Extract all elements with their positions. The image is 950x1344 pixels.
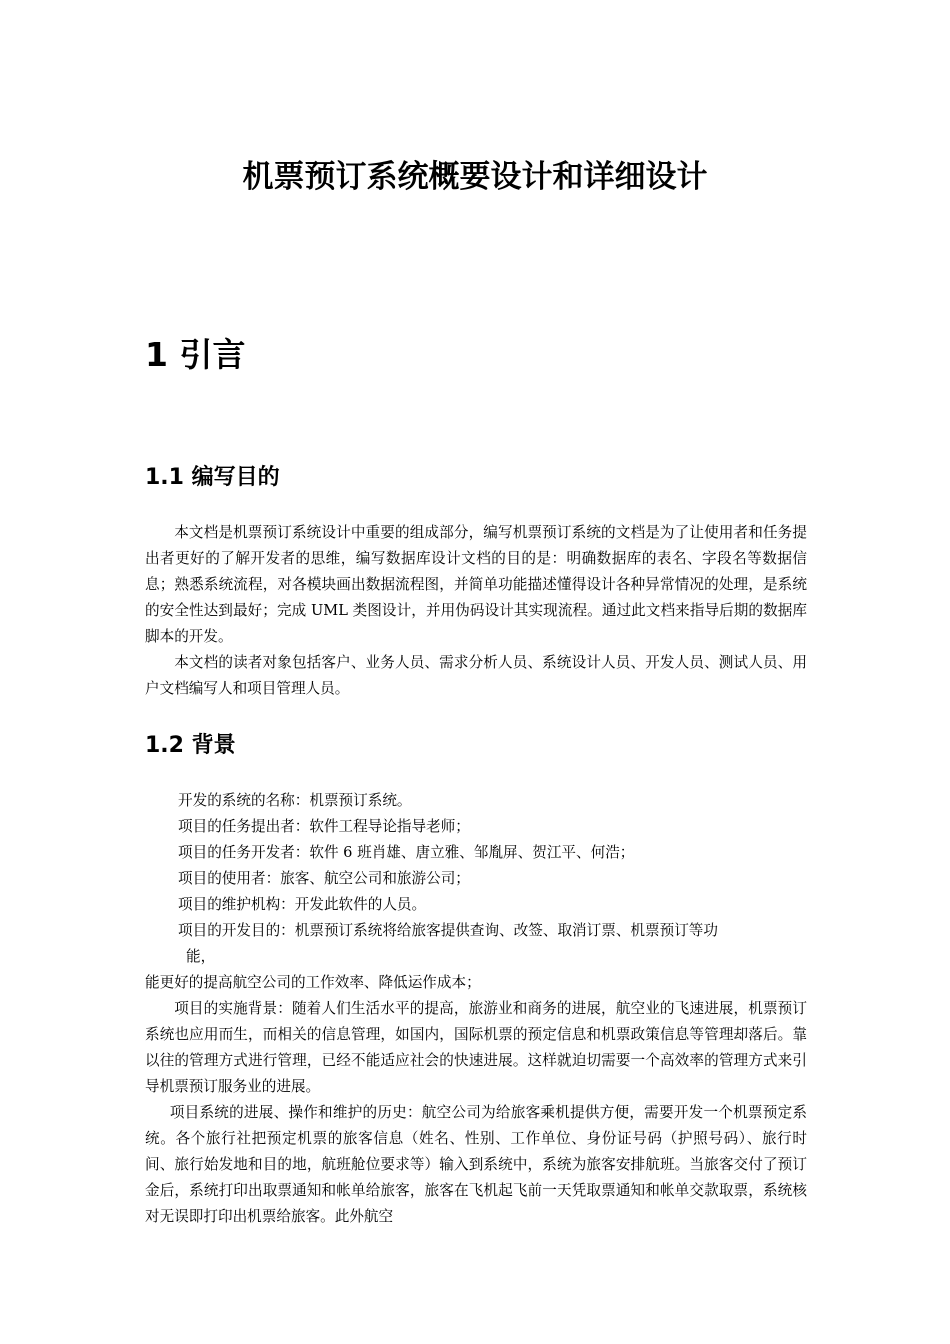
purpose-line-1: 项目的开发目的：机票预订系统将给旅客提供查询、改签、取消订票、机票预订等功 — [178, 922, 718, 939]
list-item: 项目的任务开发者：软件 6 班肖雄、唐立雅、邹胤屏、贺江平、何浩； — [178, 844, 635, 861]
subsection-heading-purpose: 1.1 编写目的 — [145, 465, 280, 490]
list-item: 项目的任务提出者：软件工程导论指导老师； — [178, 818, 470, 835]
list-item: 开发的系统的名称：机票预订系统。 — [178, 792, 412, 809]
subsection-heading-background: 1.2 背景 — [145, 733, 236, 758]
paragraph-history: 项目系统的进展、操作和维护的历史：航空公司为给旅客乘机提供方便，需要开发一个机票预定系统。各个旅行社把预定机票的旅客信息（姓名、性别、工作单位、身份证号码（护照号码）、旅行时间、旅行始发地和目的地，航班舱位要求等）输入到系统中，系统为旅客安排航班。当旅客交付了预订金后，系统打印出取票通知和帐单给旅客，旅客在飞机起飞前一天凭取票通知和帐单交款取票，系统核对无误即打印出机票给旅客。此外航空 — [145, 1104, 807, 1225]
paragraph: 本文档的读者对象包括客户、业务人员、需求分析人员、系统设计人员、开发人员、测试人员、用户文档编写人和项目管理人员。 — [145, 654, 807, 697]
purpose-line-2: 能， — [186, 948, 216, 965]
section-heading-introduction: 1 引言 — [145, 335, 246, 374]
purpose-body — [145, 520, 807, 702]
background-body — [145, 788, 807, 1230]
paragraph-implementation: 项目的实施背景：随着人们生活水平的提高，旅游业和商务的进展，航空业的飞速进展，机票预订系统也应用而生，而相关的信息管理，如国内，国际机票的预定信息和机票政策信息等管理却落后。靠以往的管理方式进行管理，已经不能适应社会的快速进展。这样就迫切需要一个高效率的管理方式来引导机票预订服务业的进展。 — [145, 1000, 807, 1095]
purpose-line-3: 能更好的提高航空公司的工作效率、降低运作成本； — [145, 974, 481, 991]
document-title: 机票预订系统概要设计和详细设计 — [242, 159, 708, 195]
list-item-purpose — [145, 918, 807, 970]
paragraph: 本文档是机票预订系统设计中重要的组成部分，编写机票预订系统的文档是为了让使用者和任务提出者更好的了解开发者的思维，编写数据库设计文档的目的是：明确数据库的表名、字段名等数据信息；熟悉系统流程，对各模块画出数据流程图，并简单功能描述懂得设计各种异常情况的处理，是系统的安全性达到最好；完成 UML 类图设计，并用伪码设计其实现流程。通过此文档来指导后期的数据库脚本的开发。 — [145, 524, 807, 645]
list-item: 项目的使用者：旅客、航空公司和旅游公司； — [178, 870, 470, 887]
list-item: 项目的维护机构：开发此软件的人员。 — [178, 896, 427, 913]
